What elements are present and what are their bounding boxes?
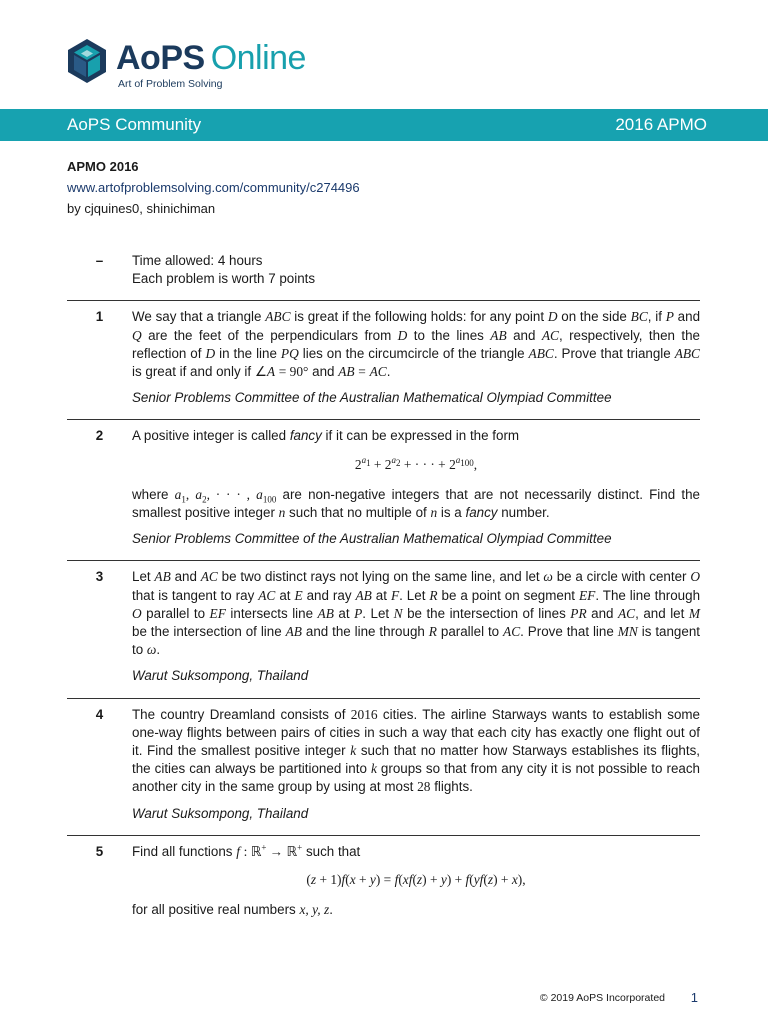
page-footer bbox=[0, 990, 768, 1010]
aops-logo[interactable] bbox=[66, 36, 326, 96]
contest-title: 2016 APMO bbox=[615, 115, 707, 134]
logo-wordmark bbox=[116, 38, 306, 78]
problem-text: The country Dreamland consists of 2016 cities. The airline Starways wants to establish some one-way flights between pairs of cities in such a way that each city has exactly one flight out of it. Find the smallest positive integer k such that no matter how Starways establishes its flights, the cities can always be partitioned into k groups so that from any city it is not possible to reach another city in the same group by using at most 28 flights. bbox=[132, 706, 701, 795]
time-allowed: Time allowed: 4 hours bbox=[132, 253, 263, 268]
problem-body bbox=[132, 843, 700, 920]
problem-source: Warut Suksompong, Thailand bbox=[132, 805, 309, 821]
problem-number: 2 bbox=[95, 428, 104, 444]
copyright: © 2019 AoPS Incorporated bbox=[539, 992, 665, 1004]
problem-row bbox=[67, 419, 700, 560]
problem-row bbox=[67, 560, 700, 697]
problem-text: where $a_1$, $a_2$, · · · , $a_{100}$ are non-negative integers that are not necessarily distinct. Find the smallest positive integer n such that no multiple of n is a fancy number. bbox=[132, 486, 700, 521]
problem-body bbox=[132, 568, 700, 685]
problem-row bbox=[67, 698, 700, 835]
display-formula: $2^{a_1} + 2^{a_2}$ + · · · + $2^{a_{100}}$, bbox=[354, 455, 478, 472]
page-number: 1 bbox=[690, 990, 698, 1005]
points-info: Each problem is worth 7 points bbox=[132, 271, 316, 287]
problem-body bbox=[132, 706, 700, 823]
problem-body bbox=[132, 308, 700, 407]
problem-number: 5 bbox=[95, 843, 104, 859]
problem-text: A positive integer is called fancy if it can be expressed in the form bbox=[132, 428, 520, 444]
logo-brand-aops: AoPS bbox=[116, 39, 205, 77]
logo-brand-online: Online bbox=[210, 39, 306, 77]
community-link[interactable]: www.artofproblemsolving.com/community/c274496 bbox=[67, 180, 360, 195]
problem-row bbox=[67, 252, 700, 300]
problem-number: – bbox=[95, 253, 104, 268]
problem-source: Senior Problems Committee of the Australian Mathematical Olympiad Committee bbox=[132, 531, 612, 547]
problem-row bbox=[67, 835, 700, 932]
problem-number: 4 bbox=[95, 706, 104, 722]
problem-text: We say that a triangle ABC is great if the following holds: for any point D on the side BC, if P and Q are the feet of the perpendiculars from D to the lines AB and AC, respectively, then the reflection of D in the line PQ lies on the circumcircle of the triangle ABC. Prove that triangle ABC is great if and only if ∠A = 90° and AB = AC. bbox=[132, 309, 701, 380]
problem-text: for all positive real numbers x, y, z. bbox=[132, 902, 333, 918]
display-formula: (z + 1)f(x + y) = f(xf(z) + y) + f(yf(z) + x), bbox=[306, 872, 526, 888]
problem-source: Warut Suksompong, Thailand bbox=[132, 668, 309, 684]
header-banner bbox=[0, 109, 768, 141]
contest-meta bbox=[67, 156, 360, 219]
problem-text: Find all functions f : ℝ+ → ℝ+ such that bbox=[132, 842, 361, 859]
problem-text: Let AB and AC be two distinct rays not lying on the same line, and let ω be a circle with center O that is tangent to ray AC at E and ray AB at F. Let R be a point on segment EF. The line through O parallel to EF intersects line AB at P. Let N be the intersection of lines PR and AC, and let M be the intersection of line AB and the line through R parallel to AC. Prove that line MN is tangent to ω. bbox=[132, 569, 701, 658]
aops-cube-icon bbox=[66, 38, 108, 84]
problem-list bbox=[67, 252, 700, 931]
problem-row bbox=[67, 300, 700, 419]
problem-number: 1 bbox=[95, 309, 104, 325]
problem-source: Senior Problems Committee of the Australian Mathematical Olympiad Committee bbox=[132, 390, 612, 406]
authors: by cjquines0, shinichiman bbox=[67, 201, 216, 216]
community-title: AoPS Community bbox=[67, 115, 202, 134]
logo-tagline: Art of Problem Solving bbox=[118, 78, 223, 90]
problem-body bbox=[132, 427, 700, 548]
problem-body bbox=[132, 252, 700, 288]
contest-name: APMO 2016 bbox=[67, 159, 139, 174]
problem-number: 3 bbox=[95, 569, 104, 585]
